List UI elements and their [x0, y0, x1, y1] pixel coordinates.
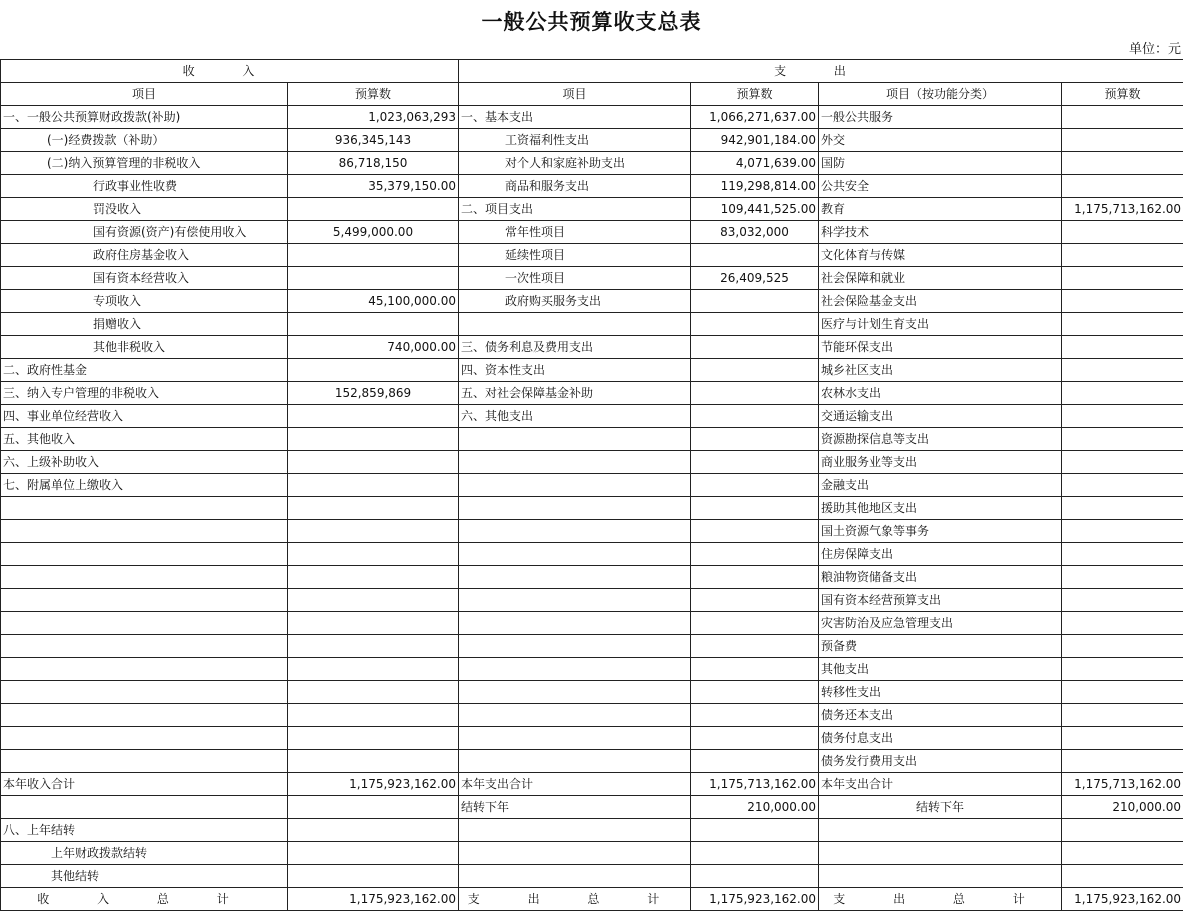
table-row [1, 727, 1183, 750]
income-budget-cell [288, 589, 459, 612]
function-budget-cell [1062, 175, 1183, 198]
expense-item-cell [459, 497, 691, 520]
function-budget-cell [1062, 382, 1183, 405]
budget-table [0, 59, 1183, 911]
income-item-cell: 八、上年结转 [1, 819, 288, 842]
table-row [1, 543, 1183, 566]
expense-budget-cell: 4,071,639.00 [691, 152, 819, 175]
expense-item-cell [459, 727, 691, 750]
expense-item-cell [459, 451, 691, 474]
income-item-cell: 其他结转 [1, 865, 288, 888]
table-row [1, 313, 1183, 336]
expense-budget-cell [691, 382, 819, 405]
function-budget-cell [1062, 658, 1183, 681]
expense-item-cell: 四、资本性支出 [459, 359, 691, 382]
income-budget-cell [288, 750, 459, 773]
income-budget-cell [288, 244, 459, 267]
table-row [1, 635, 1183, 658]
function-item-cell: 国有资本经营预算支出 [819, 589, 1062, 612]
income-item-cell: 二、政府性基金 [1, 359, 288, 382]
expense-budget-cell [691, 589, 819, 612]
income-item-cell [1, 543, 288, 566]
function-item-cell: 灾害防治及应急管理支出 [819, 612, 1062, 635]
function-budget-cell: 1,175,713,162.00 [1062, 198, 1183, 221]
function-budget-cell [1062, 543, 1183, 566]
income-item-cell: 三、纳入专户管理的非税收入 [1, 382, 288, 405]
expense-item-cell: 延续性项目 [459, 244, 691, 267]
expense-item-cell [459, 313, 691, 336]
table-row [1, 704, 1183, 727]
expense-item-cell: 政府购买服务支出 [459, 290, 691, 313]
table-row [1, 842, 1183, 865]
expense-budget-cell [691, 474, 819, 497]
function-item-cell: 本年支出合计 [819, 773, 1062, 796]
income-item-cell [1, 589, 288, 612]
income-item-cell: 捐赠收入 [1, 313, 288, 336]
income-budget-cell [288, 359, 459, 382]
income-budget-cell: 740,000.00 [288, 336, 459, 359]
income-item-cell: 七、附属单位上缴收入 [1, 474, 288, 497]
function-item-cell [819, 842, 1062, 865]
income-budget-cell: 86,718,150 [288, 152, 459, 175]
income-budget-cell [288, 658, 459, 681]
expense-budget-cell [691, 336, 819, 359]
expense-budget-cell: 26,409,525 [691, 267, 819, 290]
function-item-cell: 住房保障支出 [819, 543, 1062, 566]
table-row [1, 589, 1183, 612]
function-item-cell: 债务付息支出 [819, 727, 1062, 750]
function-item-cell: 其他支出 [819, 658, 1062, 681]
table-row [1, 474, 1183, 497]
function-item-cell: 商业服务业等支出 [819, 451, 1062, 474]
function-item-cell: 医疗与计划生育支出 [819, 313, 1062, 336]
expense-budget-cell: 109,441,525.00 [691, 198, 819, 221]
function-budget-cell [1062, 221, 1183, 244]
expense-item-cell [459, 819, 691, 842]
table-row [1, 244, 1183, 267]
table-row [1, 681, 1183, 704]
function-budget-cell [1062, 267, 1183, 290]
income-budget-header: 预算数 [288, 83, 459, 106]
function-budget-header: 预算数 [1062, 83, 1183, 106]
function-item-cell: 公共安全 [819, 175, 1062, 198]
expense-item-cell [459, 543, 691, 566]
expense-item-cell [459, 474, 691, 497]
income-budget-cell [288, 313, 459, 336]
expense-item-cell [459, 681, 691, 704]
income-item-cell: 国有资源(资产)有偿使用收入 [1, 221, 288, 244]
expense-item-cell [459, 658, 691, 681]
expense-header: 支 出 [459, 60, 1183, 83]
income-item-cell [1, 520, 288, 543]
function-budget-cell [1062, 865, 1183, 888]
income-item-cell: 国有资本经营收入 [1, 267, 288, 290]
expense-budget-cell: 1,175,923,162.00 [691, 888, 819, 911]
expense-item-cell: 一、基本支出 [459, 106, 691, 129]
income-budget-cell [288, 474, 459, 497]
expense-budget-cell [691, 244, 819, 267]
function-budget-cell [1062, 152, 1183, 175]
income-item-cell [1, 727, 288, 750]
function-item-cell: 交通运输支出 [819, 405, 1062, 428]
function-budget-cell [1062, 566, 1183, 589]
function-item-cell: 国土资源气象等事务 [819, 520, 1062, 543]
expense-budget-cell: 1,066,271,637.00 [691, 106, 819, 129]
income-item-cell [1, 796, 288, 819]
income-item-cell: 五、其他收入 [1, 428, 288, 451]
expense-budget-cell [691, 727, 819, 750]
income-budget-cell [288, 451, 459, 474]
income-item-cell: 四、事业单位经营收入 [1, 405, 288, 428]
table-row [1, 198, 1183, 221]
income-item-cell: (二)纳入预算管理的非税收入 [1, 152, 288, 175]
table-row [1, 451, 1183, 474]
function-item-cell: 预备费 [819, 635, 1062, 658]
function-item-cell: 文化体育与传媒 [819, 244, 1062, 267]
income-budget-cell: 1,175,923,162.00 [288, 773, 459, 796]
table-row [1, 221, 1183, 244]
function-item-cell: 支 出 总 计 [819, 888, 1062, 911]
expense-item-cell [459, 842, 691, 865]
table-row [1, 497, 1183, 520]
expense-budget-cell [691, 290, 819, 313]
table-row [1, 819, 1183, 842]
table-row [1, 336, 1183, 359]
table-row [1, 612, 1183, 635]
expense-budget-cell [691, 865, 819, 888]
income-item-cell [1, 658, 288, 681]
function-item-cell: 外交 [819, 129, 1062, 152]
function-budget-cell [1062, 106, 1183, 129]
expense-budget-cell [691, 635, 819, 658]
table-row [1, 566, 1183, 589]
function-item-cell: 资源勘探信息等支出 [819, 428, 1062, 451]
income-budget-cell [288, 819, 459, 842]
income-item-cell [1, 750, 288, 773]
expense-budget-cell [691, 497, 819, 520]
income-budget-cell [288, 428, 459, 451]
income-budget-cell [288, 198, 459, 221]
table-row [1, 405, 1183, 428]
income-item-cell [1, 704, 288, 727]
income-item-cell: 行政事业性收费 [1, 175, 288, 198]
expense-budget-cell: 1,175,713,162.00 [691, 773, 819, 796]
page-title: 一般公共预算收支总表 [481, 9, 702, 34]
income-item-cell [1, 612, 288, 635]
function-budget-cell [1062, 612, 1183, 635]
function-budget-cell [1062, 819, 1183, 842]
expense-item-cell: 五、对社会保障基金补助 [459, 382, 691, 405]
table-row [1, 750, 1183, 773]
income-budget-cell [288, 635, 459, 658]
function-budget-cell [1062, 428, 1183, 451]
function-item-cell: 社会保障和就业 [819, 267, 1062, 290]
income-budget-cell: 1,023,063,293 [288, 106, 459, 129]
income-item-header: 项目 [1, 83, 288, 106]
expense-budget-cell [691, 359, 819, 382]
expense-budget-cell [691, 612, 819, 635]
income-item-cell: 六、上级补助收入 [1, 451, 288, 474]
income-item-cell [1, 497, 288, 520]
expense-budget-cell [691, 681, 819, 704]
expense-item-cell: 工资福利性支出 [459, 129, 691, 152]
table-row [1, 152, 1183, 175]
expense-budget-cell [691, 428, 819, 451]
function-budget-cell [1062, 635, 1183, 658]
table-row [1, 658, 1183, 681]
expense-item-cell: 常年性项目 [459, 221, 691, 244]
function-budget-cell: 1,175,923,162.00 [1062, 888, 1183, 911]
expense-item-header: 项目 [459, 83, 691, 106]
income-budget-cell: 35,379,150.00 [288, 175, 459, 198]
function-budget-cell [1062, 520, 1183, 543]
expense-budget-cell [691, 405, 819, 428]
income-item-cell: 一、一般公共预算财政拨款(补助) [1, 106, 288, 129]
expense-budget-cell [691, 819, 819, 842]
function-item-cell: 城乡社区支出 [819, 359, 1062, 382]
function-item-cell: 债务还本支出 [819, 704, 1062, 727]
income-item-cell [1, 635, 288, 658]
function-budget-cell [1062, 750, 1183, 773]
function-item-cell: 科学技术 [819, 221, 1062, 244]
table-row [1, 290, 1183, 313]
income-item-cell: 本年收入合计 [1, 773, 288, 796]
function-item-cell: 结转下年 [819, 796, 1062, 819]
income-budget-cell [288, 865, 459, 888]
expense-item-cell: 二、项目支出 [459, 198, 691, 221]
table-row [1, 888, 1183, 911]
function-item-cell: 国防 [819, 152, 1062, 175]
expense-budget-cell [691, 520, 819, 543]
function-budget-cell: 1,175,713,162.00 [1062, 773, 1183, 796]
income-budget-cell [288, 543, 459, 566]
income-item-cell: 罚没收入 [1, 198, 288, 221]
function-item-header: 项目（按功能分类） [819, 83, 1062, 106]
income-item-cell: 上年财政拨款结转 [1, 842, 288, 865]
expense-budget-cell: 119,298,814.00 [691, 175, 819, 198]
income-budget-cell: 936,345,143 [288, 129, 459, 152]
header-row-columns [1, 83, 1183, 106]
income-budget-cell: 5,499,000.00 [288, 221, 459, 244]
income-item-cell: 专项收入 [1, 290, 288, 313]
expense-budget-header: 预算数 [691, 83, 819, 106]
expense-budget-cell [691, 750, 819, 773]
expense-budget-cell [691, 842, 819, 865]
expense-item-cell [459, 520, 691, 543]
table-row [1, 359, 1183, 382]
function-item-cell: 教育 [819, 198, 1062, 221]
function-budget-cell [1062, 704, 1183, 727]
table-row [1, 428, 1183, 451]
table-row [1, 129, 1183, 152]
expense-item-cell [459, 635, 691, 658]
income-budget-cell [288, 520, 459, 543]
table-row [1, 267, 1183, 290]
function-item-cell: 转移性支出 [819, 681, 1062, 704]
function-budget-cell [1062, 129, 1183, 152]
unit-label: 单位：元 [1128, 42, 1181, 57]
function-budget-cell [1062, 313, 1183, 336]
table-row [1, 520, 1183, 543]
income-header: 收 入 [1, 60, 459, 83]
income-budget-cell [288, 566, 459, 589]
income-budget-cell: 1,175,923,162.00 [288, 888, 459, 911]
function-budget-cell [1062, 336, 1183, 359]
expense-item-cell: 六、其他支出 [459, 405, 691, 428]
function-item-cell: 粮油物资储备支出 [819, 566, 1062, 589]
function-budget-cell [1062, 359, 1183, 382]
expense-item-cell [459, 428, 691, 451]
expense-budget-cell [691, 543, 819, 566]
function-budget-cell: 210,000.00 [1062, 796, 1183, 819]
income-budget-cell [288, 612, 459, 635]
header-row-group [1, 60, 1183, 83]
expense-budget-cell [691, 704, 819, 727]
income-budget-cell: 152,859,869 [288, 382, 459, 405]
function-budget-cell [1062, 290, 1183, 313]
table-row [1, 865, 1183, 888]
function-item-cell [819, 819, 1062, 842]
expense-item-cell [459, 865, 691, 888]
income-budget-cell [288, 681, 459, 704]
income-item-cell: 其他非税收入 [1, 336, 288, 359]
expense-item-cell: 对个人和家庭补助支出 [459, 152, 691, 175]
function-budget-cell [1062, 405, 1183, 428]
function-item-cell: 援助其他地区支出 [819, 497, 1062, 520]
income-item-cell: (一)经费拨款（补助） [1, 129, 288, 152]
expense-budget-cell: 83,032,000 [691, 221, 819, 244]
function-item-cell: 债务发行费用支出 [819, 750, 1062, 773]
function-budget-cell [1062, 589, 1183, 612]
expense-item-cell [459, 566, 691, 589]
function-budget-cell [1062, 727, 1183, 750]
expense-item-cell: 商品和服务支出 [459, 175, 691, 198]
income-budget-cell [288, 704, 459, 727]
expense-item-cell: 本年支出合计 [459, 773, 691, 796]
income-budget-cell [288, 727, 459, 750]
function-budget-cell [1062, 497, 1183, 520]
expense-item-cell: 支 出 总 计 [459, 888, 691, 911]
expense-item-cell: 一次性项目 [459, 267, 691, 290]
expense-item-cell [459, 612, 691, 635]
function-item-cell: 农林水支出 [819, 382, 1062, 405]
function-budget-cell [1062, 244, 1183, 267]
function-item-cell: 一般公共服务 [819, 106, 1062, 129]
function-budget-cell [1062, 451, 1183, 474]
expense-item-cell [459, 704, 691, 727]
function-budget-cell [1062, 681, 1183, 704]
income-budget-cell [288, 267, 459, 290]
income-budget-cell: 45,100,000.00 [288, 290, 459, 313]
income-budget-cell [288, 405, 459, 428]
income-budget-cell [288, 497, 459, 520]
table-row [1, 175, 1183, 198]
expense-item-cell [459, 750, 691, 773]
table-row [1, 382, 1183, 405]
expense-item-cell: 结转下年 [459, 796, 691, 819]
expense-budget-cell: 210,000.00 [691, 796, 819, 819]
function-budget-cell [1062, 474, 1183, 497]
function-item-cell: 金融支出 [819, 474, 1062, 497]
expense-item-cell: 三、债务利息及费用支出 [459, 336, 691, 359]
table-row [1, 796, 1183, 819]
income-item-cell: 收 入 总 计 [1, 888, 288, 911]
expense-budget-cell [691, 313, 819, 336]
table-row [1, 106, 1183, 129]
income-item-cell [1, 681, 288, 704]
expense-budget-cell [691, 451, 819, 474]
expense-item-cell [459, 589, 691, 612]
income-budget-cell [288, 796, 459, 819]
expense-budget-cell [691, 566, 819, 589]
expense-budget-cell [691, 658, 819, 681]
function-item-cell: 节能环保支出 [819, 336, 1062, 359]
income-budget-cell [288, 842, 459, 865]
function-item-cell: 社会保险基金支出 [819, 290, 1062, 313]
function-budget-cell [1062, 842, 1183, 865]
income-item-cell: 政府住房基金收入 [1, 244, 288, 267]
expense-budget-cell: 942,901,184.00 [691, 129, 819, 152]
income-item-cell [1, 566, 288, 589]
table-row [1, 773, 1183, 796]
function-item-cell [819, 865, 1062, 888]
